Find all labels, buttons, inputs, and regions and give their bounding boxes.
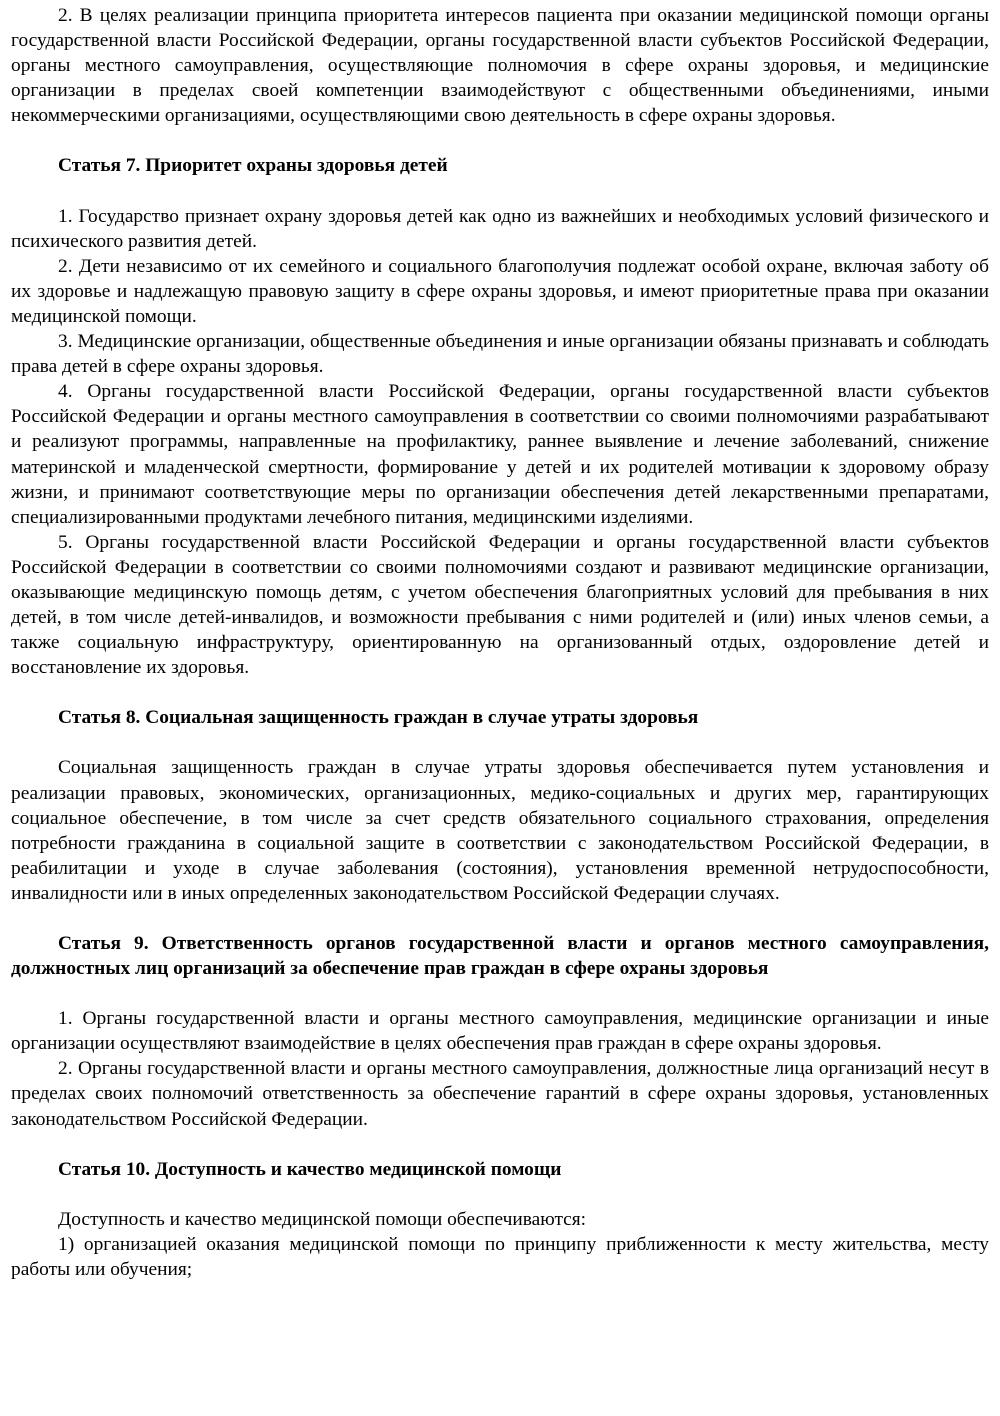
- spacer: [11, 981, 989, 1006]
- article-heading: Статья 10. Доступность и качество медицинской помощи: [58, 1158, 562, 1180]
- paragraph: Доступность и качество медицинской помощи обеспечиваются:: [58, 1208, 587, 1230]
- paragraph: 4. Органы государственной власти Российской Федерации, органы государственной власти субъектов Российской Федерации и органы местного самоуправления в соответствии со своими полномочиями разрабатывают и реализуют программы, направленные на профилактику, раннее выявление и лечение заболеваний, снижение материнской и младенческой смертности, формирование у детей и их родителей мотивации к здоровому образу жизни, и принимают соответствующие меры по организации обеспечения детей лекарственными препаратами, специализированными продуктами лечебного питания, медицинскими изделиями.: [11, 381, 989, 528]
- article-heading: Статья 7. Приоритет охраны здоровья детей: [58, 155, 448, 177]
- paragraph: Социальная защищенность граждан в случае утраты здоровья обеспечивается путем установления и реализации правовых, экономических, организационных, медико-социальных и других мер, гарантирующих социальное обеспечение, в том числе за счет средств обязательного социального страхования, определения потребности гражданина в социальной защите в соответствии с законодательством Российской Федерации, в реабилитации и уходе в случае заболевания (состояния), установления временной нетрудоспособности, инвалидности или в иных определенных законодательством Российской Федерации случаях.: [11, 757, 989, 904]
- paragraph: 2. Дети независимо от их семейного и социального благополучия подлежат особой охране, включая заботу об их здоровье и надлежащую правовую защиту в сфере охраны здоровья, и имеют приоритетные права при оказании медицинской помощи.: [11, 255, 989, 327]
- article-heading: Статья 9. Ответственность органов государственной власти и органов местного самоуправления, должностных лиц организаций за обеспечение прав граждан в сфере охраны здоровья: [11, 933, 989, 980]
- spacer: [11, 1132, 989, 1157]
- spacer: [11, 1182, 989, 1207]
- paragraph: 3. Медицинские организации, общественные объединения и иные организации обязаны признавать и соблюдать права детей в сфере охраны здоровья.: [11, 331, 989, 378]
- paragraph: 1. Органы государственной власти и органы местного самоуправления, медицинские организации и иные организации осуществляют взаимодействие в целях обеспечения прав граждан в сфере охраны здоровья.: [11, 1008, 989, 1055]
- paragraph: 2. Органы государственной власти и органы местного самоуправления, должностные лица организаций несут в пределах своих полномочий ответственность за обеспечение гарантий в сфере охраны здоровья, установленных законодательством Российской Федерации.: [11, 1058, 989, 1130]
- paragraph: 1) организацией оказания медицинской помощи по принципу приближенности к месту жительства, месту работы или обучения;: [11, 1233, 989, 1280]
- spacer: [11, 680, 989, 705]
- paragraph: 5. Органы государственной власти Российской Федерации и органы государственной власти субъектов Российской Федерации в соответствии со своими полномочиями создают и развивают медицинские организации, оказывающие медицинскую помощь детям, с учетом обеспечения благоприятных условий для пребывания в них детей, в том числе детей-инвалидов, и возможности пребывания с ними родителей и (или) иных членов семьи, а также социальную инфраструктуру, ориентированную на организованный отдых, оздоровление детей и восстановление их здоровья.: [11, 531, 989, 679]
- spacer: [11, 179, 989, 204]
- article-heading: Статья 8. Социальная защищенность граждан в случае утраты здоровья: [58, 707, 699, 729]
- paragraph: 2. В целях реализации принципа приоритета интересов пациента при оказании медицинской помощи органы государственной власти Российской Федерации, органы государственной власти субъектов Российской Федерации, органы местного самоуправления, осуществляющие полномочия в сфере охраны здоровья, и медицинские организации в пределах своей компетенции взаимодействуют с общественными объединениями, иными некоммерческими организациями, осуществляющими свою деятельность в сфере охраны здоровья.: [11, 5, 989, 127]
- paragraph: 1. Государство признает охрану здоровья детей как одно из важнейших и необходимых условий физического и психического развития детей.: [11, 205, 989, 252]
- spacer: [11, 730, 989, 755]
- spacer: [11, 128, 989, 153]
- spacer: [11, 906, 989, 931]
